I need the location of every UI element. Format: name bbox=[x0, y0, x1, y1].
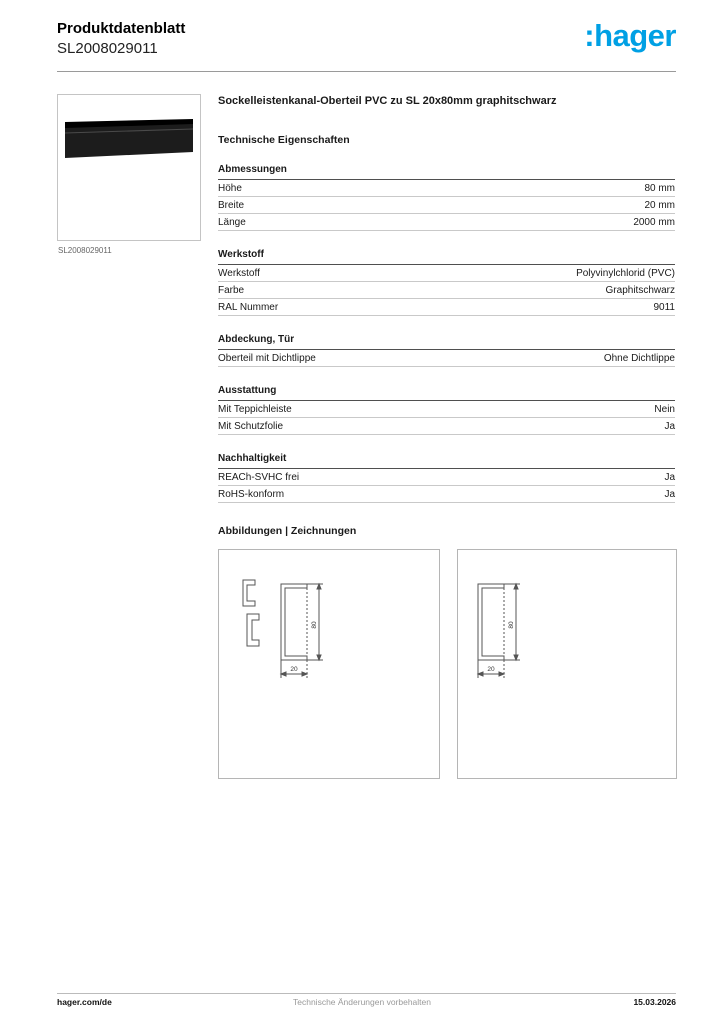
spec-label: REACh-SVHC frei bbox=[218, 472, 300, 483]
page-title: Produktdatenblatt bbox=[57, 20, 186, 37]
spec-row bbox=[218, 299, 675, 316]
technical-drawing-1 bbox=[218, 549, 440, 779]
section-werkstoff bbox=[218, 249, 675, 316]
section-abdeckung-tuer bbox=[218, 334, 675, 367]
technical-drawing-2 bbox=[457, 549, 677, 779]
spec-label: RoHS-konform bbox=[218, 489, 285, 500]
section-title: Abmessungen bbox=[218, 164, 675, 180]
section-title: Ausstattung bbox=[218, 385, 675, 401]
hager-logo: :hager bbox=[584, 18, 676, 53]
product-title: Sockelleistenkanal-Oberteil PVC zu SL 20x80mm graphitschwarz bbox=[218, 95, 557, 107]
spec-label: Breite bbox=[218, 200, 245, 211]
spec-row bbox=[218, 180, 675, 197]
spec-row bbox=[218, 350, 675, 367]
dimension-label-height: 80 bbox=[508, 621, 515, 629]
main-content bbox=[218, 94, 675, 779]
arrowhead bbox=[514, 584, 518, 589]
spec-value: Nein bbox=[654, 404, 675, 415]
footer-date: 15.03.2026 bbox=[633, 997, 676, 1007]
spec-value: Graphitschwarz bbox=[605, 285, 675, 296]
arrowhead bbox=[514, 655, 518, 660]
skirting-profile-graphic bbox=[58, 95, 200, 240]
image-caption: SL2008029011 bbox=[58, 246, 112, 255]
spec-value: Ja bbox=[664, 421, 675, 432]
arrowhead bbox=[478, 672, 483, 676]
spec-label: Länge bbox=[218, 217, 246, 228]
profile-outline bbox=[478, 584, 504, 660]
section-title: Werkstoff bbox=[218, 249, 675, 265]
spec-row bbox=[218, 401, 675, 418]
product-id: SL2008029011 bbox=[57, 40, 158, 57]
arrowhead bbox=[317, 584, 321, 589]
spec-row bbox=[218, 418, 675, 435]
spec-value: 2000 mm bbox=[633, 217, 675, 228]
spec-value: Ja bbox=[664, 489, 675, 500]
spec-row bbox=[218, 265, 675, 282]
header-divider bbox=[57, 71, 676, 72]
arrowhead bbox=[281, 672, 286, 676]
spec-value: Polyvinylchlorid (PVC) bbox=[576, 268, 675, 279]
footer-website-link[interactable]: hager.com/de bbox=[57, 997, 112, 1007]
product-image bbox=[57, 94, 201, 241]
drawing-2-svg bbox=[458, 550, 676, 778]
dimension-label-width: 20 bbox=[290, 666, 298, 673]
arrowhead bbox=[499, 672, 504, 676]
spec-row bbox=[218, 197, 675, 214]
section-ausstattung bbox=[218, 385, 675, 435]
spec-row bbox=[218, 214, 675, 231]
spec-label: Oberteil mit Dichtlippe bbox=[218, 353, 316, 364]
section-abmessungen bbox=[218, 164, 675, 231]
tech-properties-heading: Technische Eigenschaften bbox=[218, 134, 350, 146]
spec-label: Mit Schutzfolie bbox=[218, 421, 284, 432]
clip-profile-detail-top bbox=[243, 580, 255, 606]
spec-value: 80 mm bbox=[644, 183, 675, 194]
section-nachhaltigkeit bbox=[218, 453, 675, 503]
drawing-boxes bbox=[218, 549, 675, 779]
profile-outline bbox=[281, 584, 307, 660]
spec-row bbox=[218, 282, 675, 299]
spec-value: Ja bbox=[664, 472, 675, 483]
spec-label: Werkstoff bbox=[218, 268, 260, 279]
section-title: Abdeckung, Tür bbox=[218, 334, 675, 350]
spec-row bbox=[218, 486, 675, 503]
spec-value: 9011 bbox=[653, 302, 675, 313]
spec-value: 20 mm bbox=[644, 200, 675, 211]
spec-value: Ohne Dichtlippe bbox=[603, 353, 675, 364]
section-title: Nachhaltigkeit bbox=[218, 453, 675, 469]
drawing-1-svg bbox=[219, 550, 439, 778]
clip-profile-detail-bottom bbox=[247, 614, 259, 646]
spec-row bbox=[218, 469, 675, 486]
drawings-heading: Abbildungen | Zeichnungen bbox=[218, 525, 357, 537]
spec-label: Farbe bbox=[218, 285, 245, 296]
spec-label: Mit Teppichleiste bbox=[218, 404, 292, 415]
footer-divider bbox=[57, 993, 676, 994]
arrowhead bbox=[317, 655, 321, 660]
dimension-label-width: 20 bbox=[487, 666, 495, 673]
spec-label: Höhe bbox=[218, 183, 242, 194]
dimension-label-height: 80 bbox=[311, 621, 318, 629]
arrowhead bbox=[302, 672, 307, 676]
spec-label: RAL Nummer bbox=[218, 302, 279, 313]
footer-disclaimer: Technische Änderungen vorbehalten bbox=[293, 997, 431, 1007]
